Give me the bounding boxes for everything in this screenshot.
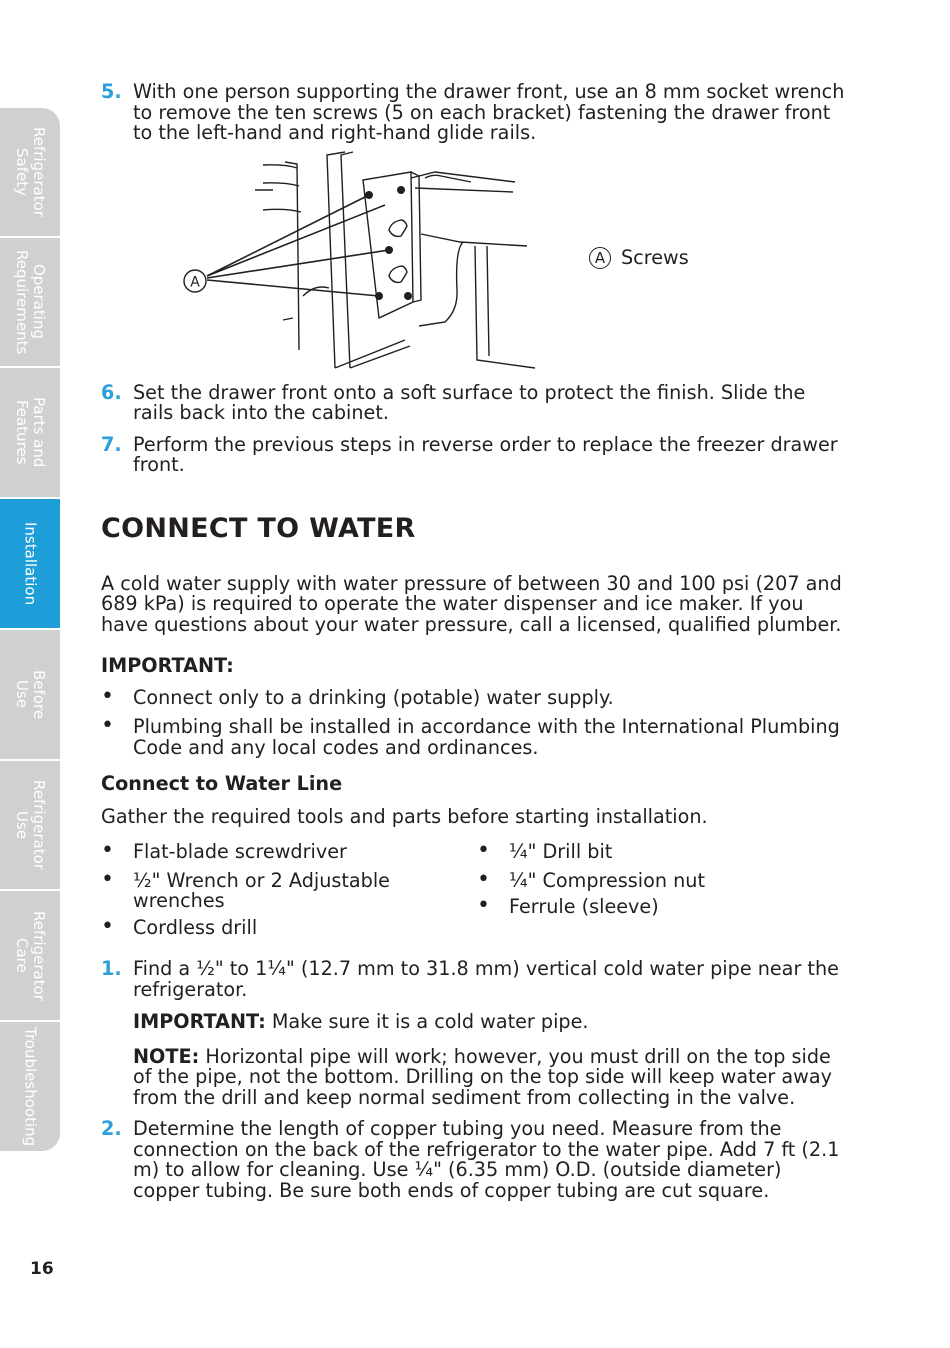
tool-item bbox=[477, 868, 847, 892]
important-note bbox=[133, 1012, 851, 1033]
step-number: 2. bbox=[101, 1117, 122, 1140]
step-text: Find a ½" to 1¼" (12.7 mm to 31.8 mm) vertical cold water pipe near the refrigerator. bbox=[133, 957, 839, 1001]
step-1 bbox=[101, 959, 851, 1108]
subheading: Connect to Water Line bbox=[101, 772, 343, 795]
note bbox=[133, 1044, 851, 1109]
step-number: 7. bbox=[101, 432, 122, 456]
tools-list bbox=[101, 842, 851, 938]
tab-label: Refrigerator Safety bbox=[13, 127, 48, 217]
tab-label: Installation bbox=[21, 521, 40, 606]
step-number: 6. bbox=[101, 380, 122, 404]
tab-label: Before Use bbox=[13, 669, 48, 720]
important-note-label: IMPORTANT: bbox=[133, 1010, 266, 1033]
tab-refrigerator-safety[interactable] bbox=[0, 108, 60, 238]
tool-item bbox=[477, 842, 847, 863]
tab-operating-requirements[interactable] bbox=[0, 238, 60, 368]
callout-letter: A bbox=[190, 274, 200, 291]
step-text: Set the drawer front onto a soft surface to protect the finish. Slide the rails back into the cabinet. bbox=[133, 380, 806, 424]
tab-troubleshooting[interactable] bbox=[0, 1022, 60, 1151]
tool-item bbox=[477, 897, 847, 918]
step-text: Perform the previous steps in reverse order to replace the freezer drawer front. bbox=[133, 432, 838, 476]
tab-label: Troubleshooting bbox=[21, 1026, 40, 1147]
legend-letter: A bbox=[589, 247, 611, 269]
tool-text: Ferrule (sleeve) bbox=[509, 895, 659, 918]
important-bullet bbox=[101, 685, 851, 709]
important-note-text: Make sure it is a cold water pipe. bbox=[265, 1010, 589, 1033]
bullet-text: Connect only to a drinking (potable) water supply. bbox=[133, 685, 614, 709]
tab-label: Refrigerator Care bbox=[13, 910, 48, 1001]
tool-text: Cordless drill bbox=[133, 915, 258, 939]
step-number: 5. bbox=[101, 80, 122, 103]
intro-paragraph: A cold water supply with water pressure of between 30 and 100 psi (207 and 689 kPa) is required to operate the water dispenser and ice maker. If you have questions about your water pressure, call a licensed, qualified plumber. bbox=[101, 571, 842, 636]
tool-item bbox=[101, 868, 433, 912]
legend-text: Screws bbox=[621, 246, 689, 269]
bullet-text: Plumbing shall be installed in accordance with the International Plumbing Code and any local codes and ordinances. bbox=[133, 715, 840, 759]
page-number: 16 bbox=[30, 1259, 54, 1279]
gather-text: Gather the required tools and parts before starting installation. bbox=[101, 804, 708, 828]
tool-text: ¼" Compression nut bbox=[509, 868, 705, 892]
section-heading: CONNECT TO WATER bbox=[101, 512, 416, 544]
tool-text: ½" Wrench or 2 Adjustable wrenches bbox=[133, 868, 390, 912]
note-label: NOTE: bbox=[133, 1044, 200, 1068]
page-content bbox=[101, 82, 851, 1201]
tab-before-use[interactable] bbox=[0, 630, 60, 761]
step-5 bbox=[101, 82, 851, 144]
tab-label: Parts and Features bbox=[13, 397, 48, 468]
tab-installation[interactable] bbox=[0, 499, 60, 630]
step-2 bbox=[101, 1119, 851, 1201]
tab-parts-and-features[interactable] bbox=[0, 368, 60, 499]
step-6 bbox=[101, 380, 851, 424]
tool-text: Flat-blade screwdriver bbox=[133, 840, 347, 863]
step-7 bbox=[101, 432, 851, 476]
tool-text: ¼" Drill bit bbox=[509, 840, 613, 863]
important-bullet bbox=[101, 717, 851, 758]
step-text: With one person supporting the drawer front, use an 8 mm socket wrench to remove the ten screws (5 on each bracket) fastening the drawer front to the left-hand and right-hand glide rails. bbox=[133, 80, 845, 144]
important-label: IMPORTANT: bbox=[101, 654, 234, 677]
tab-refrigerator-care[interactable] bbox=[0, 891, 60, 1022]
step-text: Determine the length of copper tubing you need. Measure from the connection on the back of the refrigerator to the water pipe. Add 7 ft (2.1 m) to allow for cleaning. Use ¼" (6.35 mm) O.D. (outside diameter) copper tubing. Be sure both ends of copper tubing are cut square. bbox=[133, 1117, 840, 1202]
tool-item bbox=[101, 915, 477, 939]
step-number: 1. bbox=[101, 957, 122, 980]
tab-refrigerator-use[interactable] bbox=[0, 761, 60, 891]
tab-label: Operating Requirements bbox=[13, 249, 48, 355]
note-text: Horizontal pipe will work; however, you must drill on the top side of the pipe, not the bottom. Drilling on the top side will keep water away from the drill and keep normal sediment from collecting in the valve. bbox=[133, 1044, 832, 1109]
tab-label: Refrigerator Use bbox=[13, 780, 48, 870]
tool-item bbox=[101, 842, 477, 863]
